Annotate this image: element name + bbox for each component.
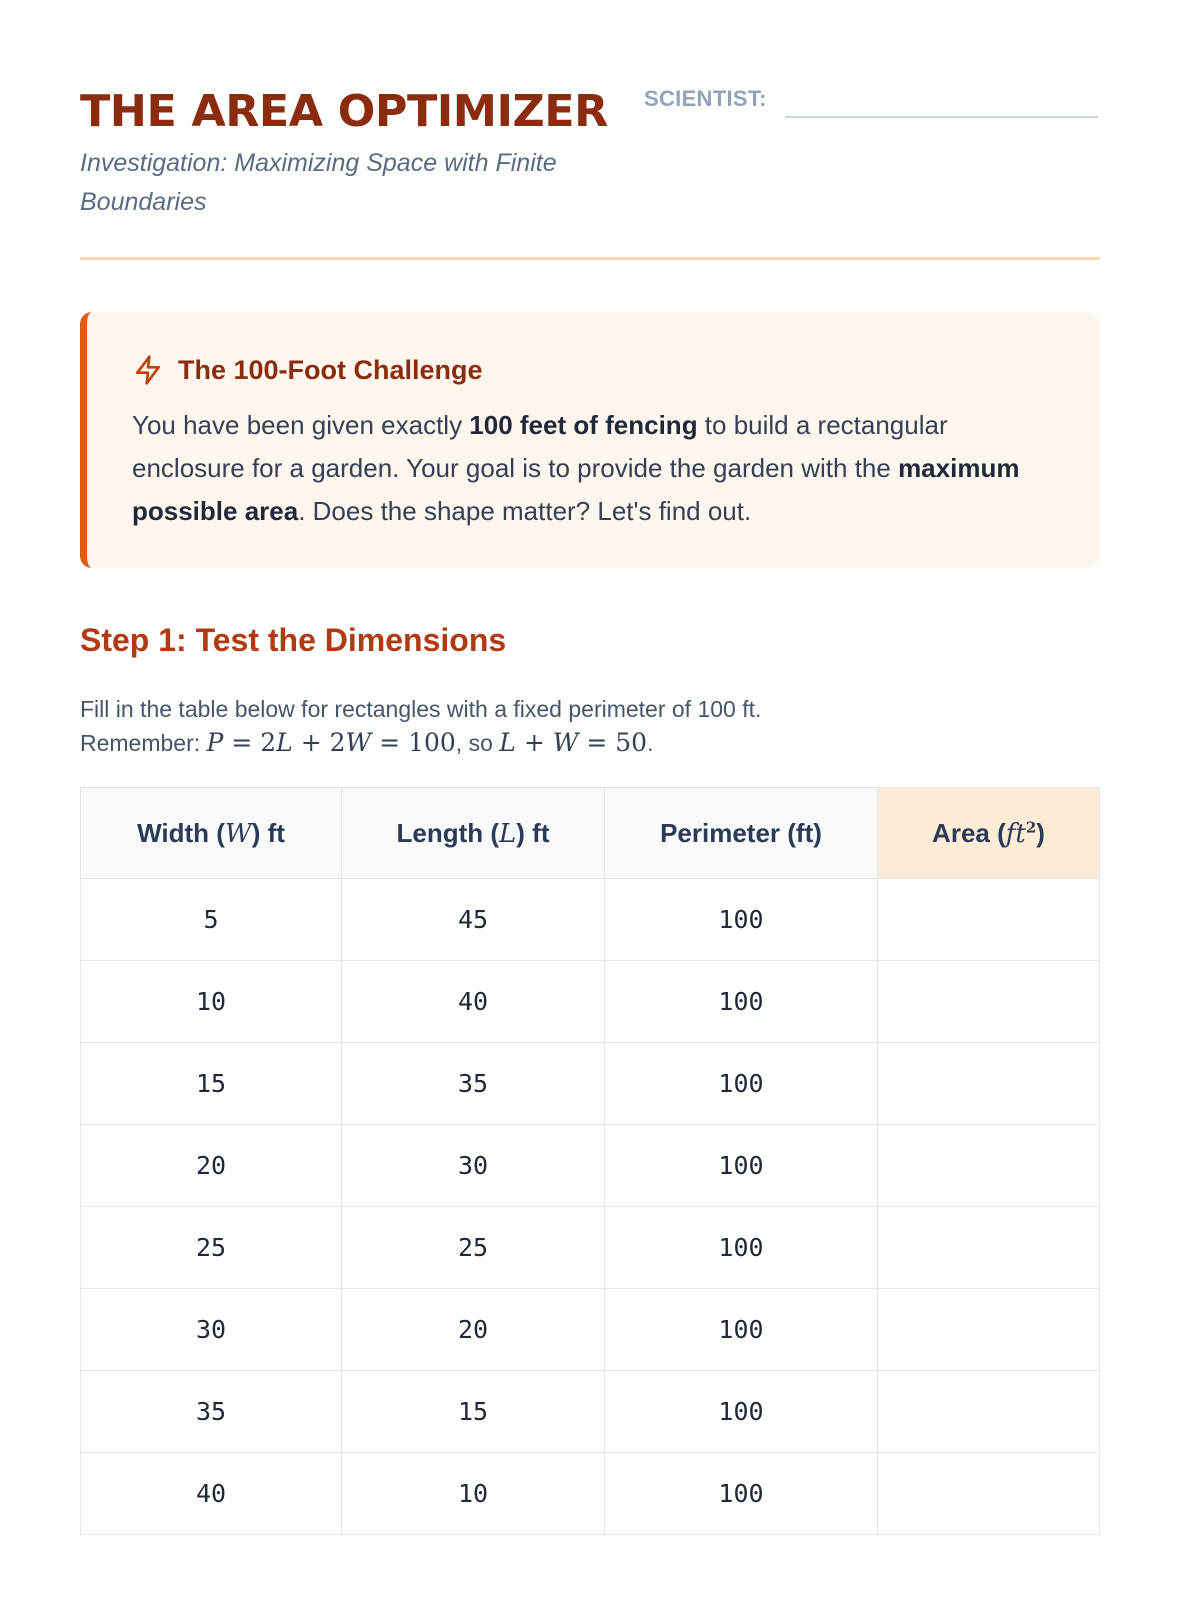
challenge-text-part: You have been given exactly <box>132 410 470 440</box>
challenge-text-part: . Does the shape matter? Let's find out. <box>298 496 752 526</box>
table-row <box>81 1207 1100 1289</box>
width-column-header: Width (W) ft <box>81 788 342 879</box>
length-cell: 20 <box>342 1289 605 1371</box>
width-cell: 30 <box>81 1289 342 1371</box>
width-cell: 5 <box>81 879 342 961</box>
formula-line <box>80 726 1100 760</box>
challenge-text-part: to build a rectangular enclosure for a garden. Your goal is to provide the garden with the <box>132 410 948 483</box>
perimeter-cell: 100 <box>605 1371 878 1453</box>
area-answer-cell[interactable] <box>878 1125 1100 1207</box>
length-cell: 40 <box>342 961 605 1043</box>
formula-period: . <box>647 730 654 756</box>
area-answer-cell[interactable] <box>878 879 1100 961</box>
length-cell: 10 <box>342 1453 605 1535</box>
challenge-text <box>132 404 1052 533</box>
table-header-row <box>81 788 1100 879</box>
perimeter-column-header: Perimeter (ft) <box>605 788 878 879</box>
length-cell: 15 <box>342 1371 605 1453</box>
perimeter-cell: 100 <box>605 1453 878 1535</box>
area-answer-cell[interactable] <box>878 1453 1100 1535</box>
table-row <box>81 1289 1100 1371</box>
length-column-header: Length (L) ft <box>342 788 605 879</box>
width-cell: 10 <box>81 961 342 1043</box>
page-title: THE AREA OPTIMIZER <box>80 86 608 137</box>
sum-formula: L + W = 50 <box>499 728 648 757</box>
challenge-title: The 100-Foot Challenge <box>178 354 483 385</box>
challenge-emphasis-fencing: 100 feet of fencing <box>469 410 698 440</box>
area-answer-cell[interactable] <box>878 1043 1100 1125</box>
perimeter-cell: 100 <box>605 961 878 1043</box>
table-row <box>81 1125 1100 1207</box>
area-column-header: Area $(ft^2)$ <box>878 788 1100 879</box>
challenge-callout <box>80 312 1100 568</box>
lightning-icon <box>132 354 164 386</box>
width-cell: 35 <box>81 1371 342 1453</box>
formula-separator: , so <box>455 730 500 756</box>
area-answer-cell[interactable] <box>878 1207 1100 1289</box>
perimeter-cell: 100 <box>605 1043 878 1125</box>
table-row <box>81 1453 1100 1535</box>
perimeter-cell: 100 <box>605 1125 878 1207</box>
area-answer-cell[interactable] <box>878 961 1100 1043</box>
perimeter-cell: 100 <box>605 1207 878 1289</box>
instruction-line: Fill in the table below for rectangles with a fixed perimeter of 100 ft. <box>80 696 762 722</box>
width-cell: 25 <box>81 1207 342 1289</box>
length-cell: 25 <box>342 1207 605 1289</box>
table-row <box>81 961 1100 1043</box>
page-subtitle: Investigation: Maximizing Space with Finite Boundaries <box>80 149 557 216</box>
scientist-label: SCIENTIST: <box>644 86 767 111</box>
dimensions-table <box>80 787 1100 1535</box>
scientist-name-field[interactable] <box>785 116 1098 118</box>
table-row <box>81 1371 1100 1453</box>
length-cell: 45 <box>342 879 605 961</box>
length-cell: 35 <box>342 1043 605 1125</box>
length-cell: 30 <box>342 1125 605 1207</box>
table-row <box>81 879 1100 961</box>
area-answer-cell[interactable] <box>878 1371 1100 1453</box>
step-1-instructions <box>80 692 1100 760</box>
area-answer-cell[interactable] <box>878 1289 1100 1371</box>
perimeter-formula: P = 2L + 2W = 100 <box>206 728 456 757</box>
worksheet-header <box>80 80 1100 260</box>
remember-label: Remember: <box>80 730 207 756</box>
header-divider <box>80 257 1100 260</box>
challenge-header <box>132 354 483 386</box>
perimeter-cell: 100 <box>605 879 878 961</box>
perimeter-cell: 100 <box>605 1289 878 1371</box>
width-cell: 40 <box>81 1453 342 1535</box>
challenge-emphasis-area: maximum possible area <box>132 453 1020 526</box>
step-1-title: Step 1: Test the Dimensions <box>80 622 507 658</box>
table-row <box>81 1043 1100 1125</box>
width-cell: 15 <box>81 1043 342 1125</box>
width-cell: 20 <box>81 1125 342 1207</box>
